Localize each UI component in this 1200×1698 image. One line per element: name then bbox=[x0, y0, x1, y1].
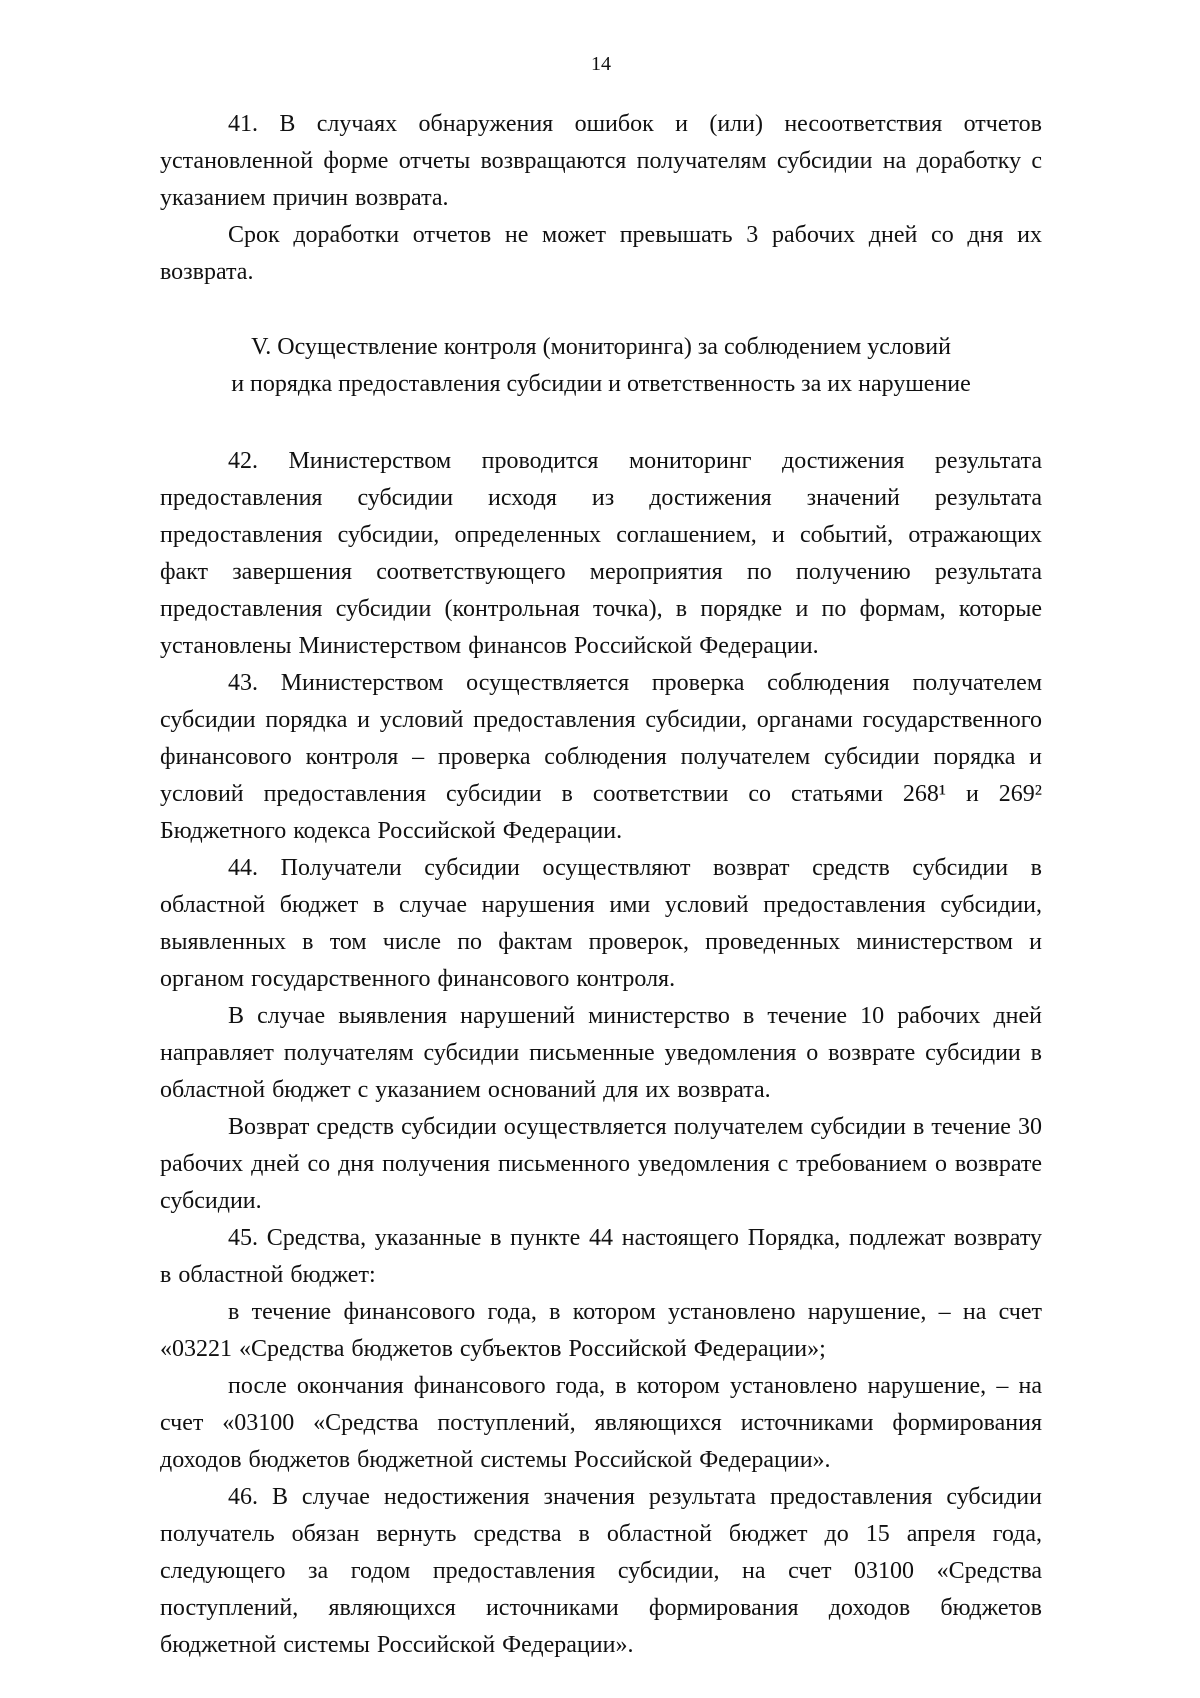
paragraph-44-continuation-2: Возврат средств субсидии осуществляется получателем субсидии в течение 30 рабочих дней со дня получения письменного уведомления с требованием о возврате субсидии. bbox=[160, 1114, 1042, 1214]
paragraph-41: 41. В случаях обнаружения ошибок и (или) несоответствия отчетов установленной форме отчеты возвращаются получателям субсидии на доработку с указанием причин возврата. bbox=[160, 111, 1042, 211]
paragraph-45-item-2: после окончания финансового года, в котором установлено нарушение, – на счет «03100 «Средства поступлений, являющихся источниками формирования доходов бюджетов бюджетной системы Российской Федерации». bbox=[160, 1373, 1042, 1473]
section-v-heading-line1: V. Осуществление контроля (мониторинга) за соблюдением условий bbox=[251, 334, 951, 360]
paragraph-41-continuation: Срок доработки отчетов не может превышать 3 рабочих дней со дня их возврата. bbox=[160, 222, 1042, 285]
paragraph-45: 45. Средства, указанные в пункте 44 настоящего Порядка, подлежат возврату в областной бюджет: bbox=[160, 1225, 1042, 1288]
paragraph-42: 42. Министерством проводится мониторинг достижения результата предоставления субсидии исходя из достижения значений результата предоставления субсидии, определенных соглашением, и событий, отражающих факт завершения соответствующего мероприятия по получению результата предоставления субсидии (контрольная точка), в порядке и по формам, которые установлены Министерством финансов Российской Федерации. bbox=[160, 448, 1042, 659]
page-number: 14 bbox=[591, 53, 611, 75]
paragraph-45-item-1: в течение финансового года, в котором установлено нарушение, – на счет «03221 «Средства бюджетов субъектов Российской Федерации»; bbox=[160, 1299, 1042, 1362]
paragraph-44: 44. Получатели субсидии осуществляют возврат средств субсидии в областной бюджет в случае нарушения ими условий предоставления субсидии, выявленных в том числе по фактам проверок, проведенных министерством и органом государственного финансового контроля. bbox=[160, 855, 1042, 992]
paragraph-46: 46. В случае недостижения значения результата предоставления субсидии получатель обязан вернуть средства в областной бюджет до 15 апреля года, следующего за годом предоставления субсидии, на счет 03100 «Средства поступлений, являющихся источниками формирования доходов бюджетов бюджетной системы Российской Федерации». bbox=[160, 1484, 1042, 1658]
section-v-heading-line2: и порядка предоставления субсидии и ответственность за их нарушение bbox=[231, 371, 971, 397]
paragraph-44-continuation-1: В случае выявления нарушений министерство в течение 10 рабочих дней направляет получателям субсидии письменные уведомления о возврате субсидии в областной бюджет с указанием оснований для их возврата. bbox=[160, 1003, 1042, 1103]
paragraph-43: 43. Министерством осуществляется проверка соблюдения получателем субсидии порядка и условий предоставления субсидии, органами государственного финансового контроля – проверка соблюдения получателем субсидии порядка и условий предоставления субсидии в соответствии со статьями 268¹ и 269² Бюджетного кодекса Российской Федерации. bbox=[160, 670, 1042, 844]
section-v-heading bbox=[160, 329, 1042, 403]
